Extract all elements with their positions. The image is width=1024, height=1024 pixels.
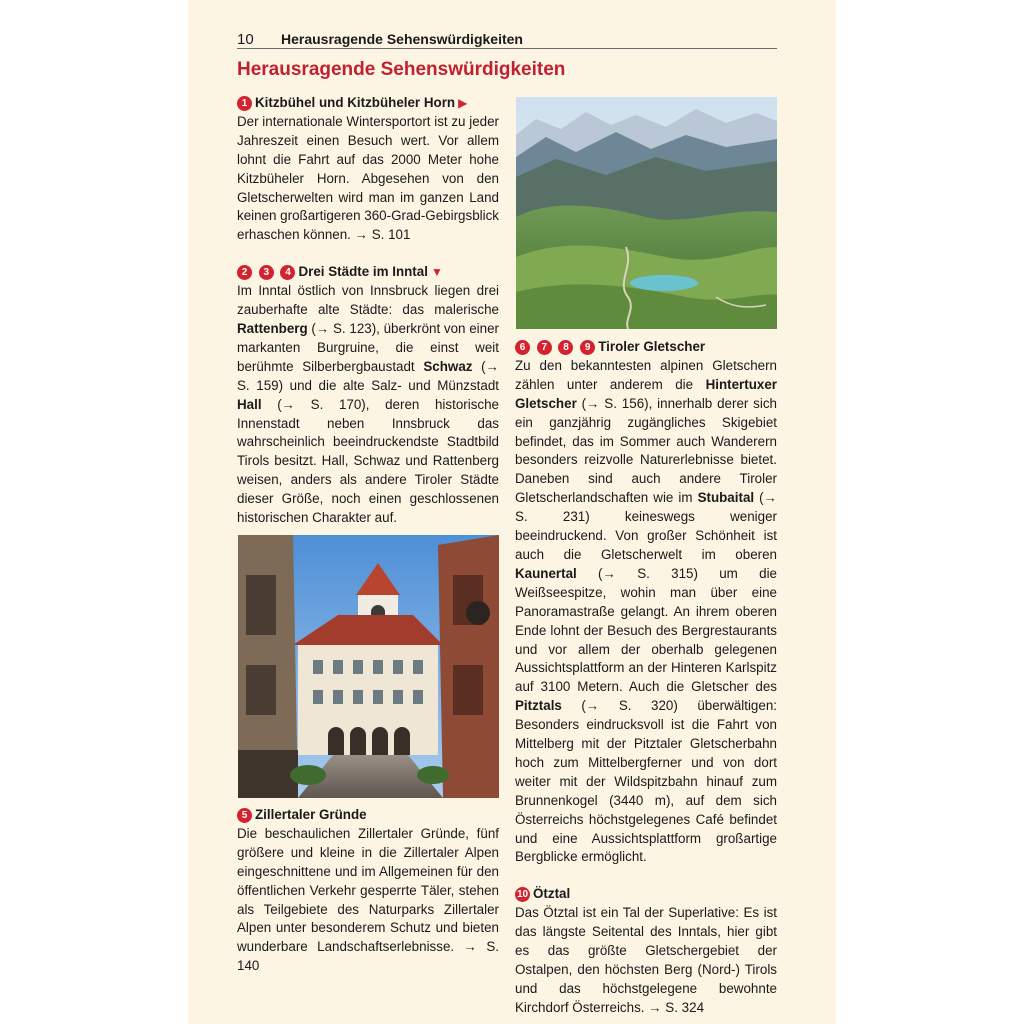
heading-text: Ötztal <box>533 886 571 902</box>
right-column <box>515 338 777 1018</box>
text-run: (→ S. 315) um die Weißseespitze, wohin man über eine Panoramastraße gelangt. An ihrem oberen Ende lohnt der Besuch des Bergrestaurants und vor allem der oberhalb gelegenen Aussichtsplattform an der Hinteren Karlspitz auf 3100 Metern. Auch die Gletscher des <box>515 565 777 695</box>
section-body <box>237 282 499 528</box>
number-badge: 10 <box>516 889 529 901</box>
section-heading <box>237 94 499 113</box>
section-kitzbuehel <box>237 94 499 245</box>
mountain-lake-photo <box>516 97 777 329</box>
number-badge: 9 <box>580 340 595 355</box>
running-header <box>237 30 777 49</box>
page-title: Herausragende Sehenswürdigkeiten <box>237 59 566 80</box>
text-run: Im Inntal östlich von Innsbruck liegen drei zauberhafte alte Städte: das malerische <box>237 283 499 318</box>
heading-text: Tiroler Gletscher <box>598 339 706 354</box>
section-body: Das Ötztal ist ein Tal der Superlative: Es ist das längste Seitental des Inntals, hier gibt es das größte Gletschergebiet der Ostalpen, den höchsten Berg (Nord-) Tirols und das höchstgelegene bewohnte Kirchdorf Österreichs. → S. 324 <box>515 905 777 1015</box>
text-run: (→ S. 159) und die alte Salz- und Münzstadt <box>237 358 499 393</box>
heading-text: Zillertaler Gründe <box>255 807 367 822</box>
place-rattenberg: Rattenberg <box>237 320 308 336</box>
section-heading <box>515 885 777 904</box>
right-triangle-icon: ▶ <box>458 96 468 110</box>
left-column-bottom <box>237 806 499 976</box>
place-hall: Hall <box>237 396 262 412</box>
number-badge: 1 <box>237 96 252 111</box>
section-ziller <box>237 806 499 976</box>
place-schwaz: Schwaz <box>423 358 473 374</box>
number-badge: 3 <box>259 265 274 280</box>
section-gletscher <box>515 338 777 867</box>
text-run: (→ S. 320) überwältigen: Besonders eindrucksvoll ist die Fahrt von Mittelberg mit der Pitztaler Gletscherbahn hoch zum Mittelbergferner und von dort weiter mit der Wildspitzbahn hinauf zum Brunnenkogel (3440 m), auf dem sich Österreichs höchstgelegenes Café befindet und eine Aussichtsplattform großartige Bergblicke ermöglicht. <box>515 698 777 865</box>
text-run: Zu den bekanntesten alpinen Gletschern zählen unter anderem die <box>515 357 777 392</box>
section-body: Der internationale Wintersportort ist zu jeder Jahreszeit einen Besuch wert. Vor allem lohnt die Fahrt auf das 2000 Meter hohe Kitzbüheler Horn. Abgesehen von den Gletscherwelten wird man im ganzen Land keinen großartigeren 360-Grad-Gebirgsblick erhaschen können. → S. 101 <box>237 113 499 243</box>
place-pitztal: Pitztals <box>515 698 562 714</box>
number-badge: 6 <box>515 340 530 355</box>
text-run: (→ S. 123), überkrönt von einer markanten Burgruine, die einst weit berühmte Silberbergbaustadt <box>237 320 499 374</box>
place-hintertux: Hintertuxer Gletscher <box>515 376 777 411</box>
left-column-top <box>237 94 499 528</box>
text-run: (→ S. 156), innerhalb derer sich ein ganzjährig zugängliches Skigebiet befindet, das im Sommer auch Wanderern besonders reizvolle Naturerlebnisse bietet. Daneben sind auch andere Tiroler Gletscherlandschaften wie im <box>515 395 777 506</box>
number-badge: 8 <box>558 340 573 355</box>
place-stubaital: Stubaital <box>697 490 755 506</box>
heading-text: Drei Städte im Inntal <box>298 264 428 280</box>
number-badge: 2 <box>237 265 252 280</box>
section-heading <box>237 263 499 282</box>
section-heading <box>237 806 499 825</box>
town-street-photo <box>238 535 499 798</box>
place-kaunertal: Kaunertal <box>515 565 577 581</box>
page-number: 10 <box>237 31 254 48</box>
section-body <box>515 357 777 867</box>
section-body: Die beschaulichen Zillertaler Gründe, fünf größere und kleine in die Zillertaler Alpen eingeschnittene und im Allgemeinen für den öffentlichen Verkehr gesperrte Täler, stehen als Teilgebiete des Naturparks Zillertaler Alpen unter besonderem Schutz und bieten wunderbare Landschaftserlebnisse. → S. 140 <box>237 825 499 974</box>
text-run: (→ S. 170), deren historische Innenstadt neben Innsbruck das wahrscheinlich beeindruckendste Stadtbild Tirols besitzt. Hall, Schwaz und Rattenberg weisen, anders als andere Tiroler Städte dieser Größe, noch einen geschlossenen historischen Charakter auf. <box>237 396 499 526</box>
section-heading <box>515 338 777 357</box>
running-title: Herausragende Sehenswürdigkeiten <box>281 31 523 47</box>
down-triangle-icon: ▼ <box>430 265 443 280</box>
heading-text: Kitzbühel und Kitzbüheler Horn <box>255 95 456 110</box>
number-badge: 7 <box>537 340 552 355</box>
text-run: (→ S. 231) keineswegs weniger beeindruckend. Von großer Schönheit ist auch die Gletscherwelt im oberen <box>515 490 777 562</box>
number-badge: 5 <box>237 808 252 823</box>
section-oetztal <box>515 885 777 1017</box>
number-badge: 4 <box>280 265 295 280</box>
section-inntal <box>237 263 499 528</box>
